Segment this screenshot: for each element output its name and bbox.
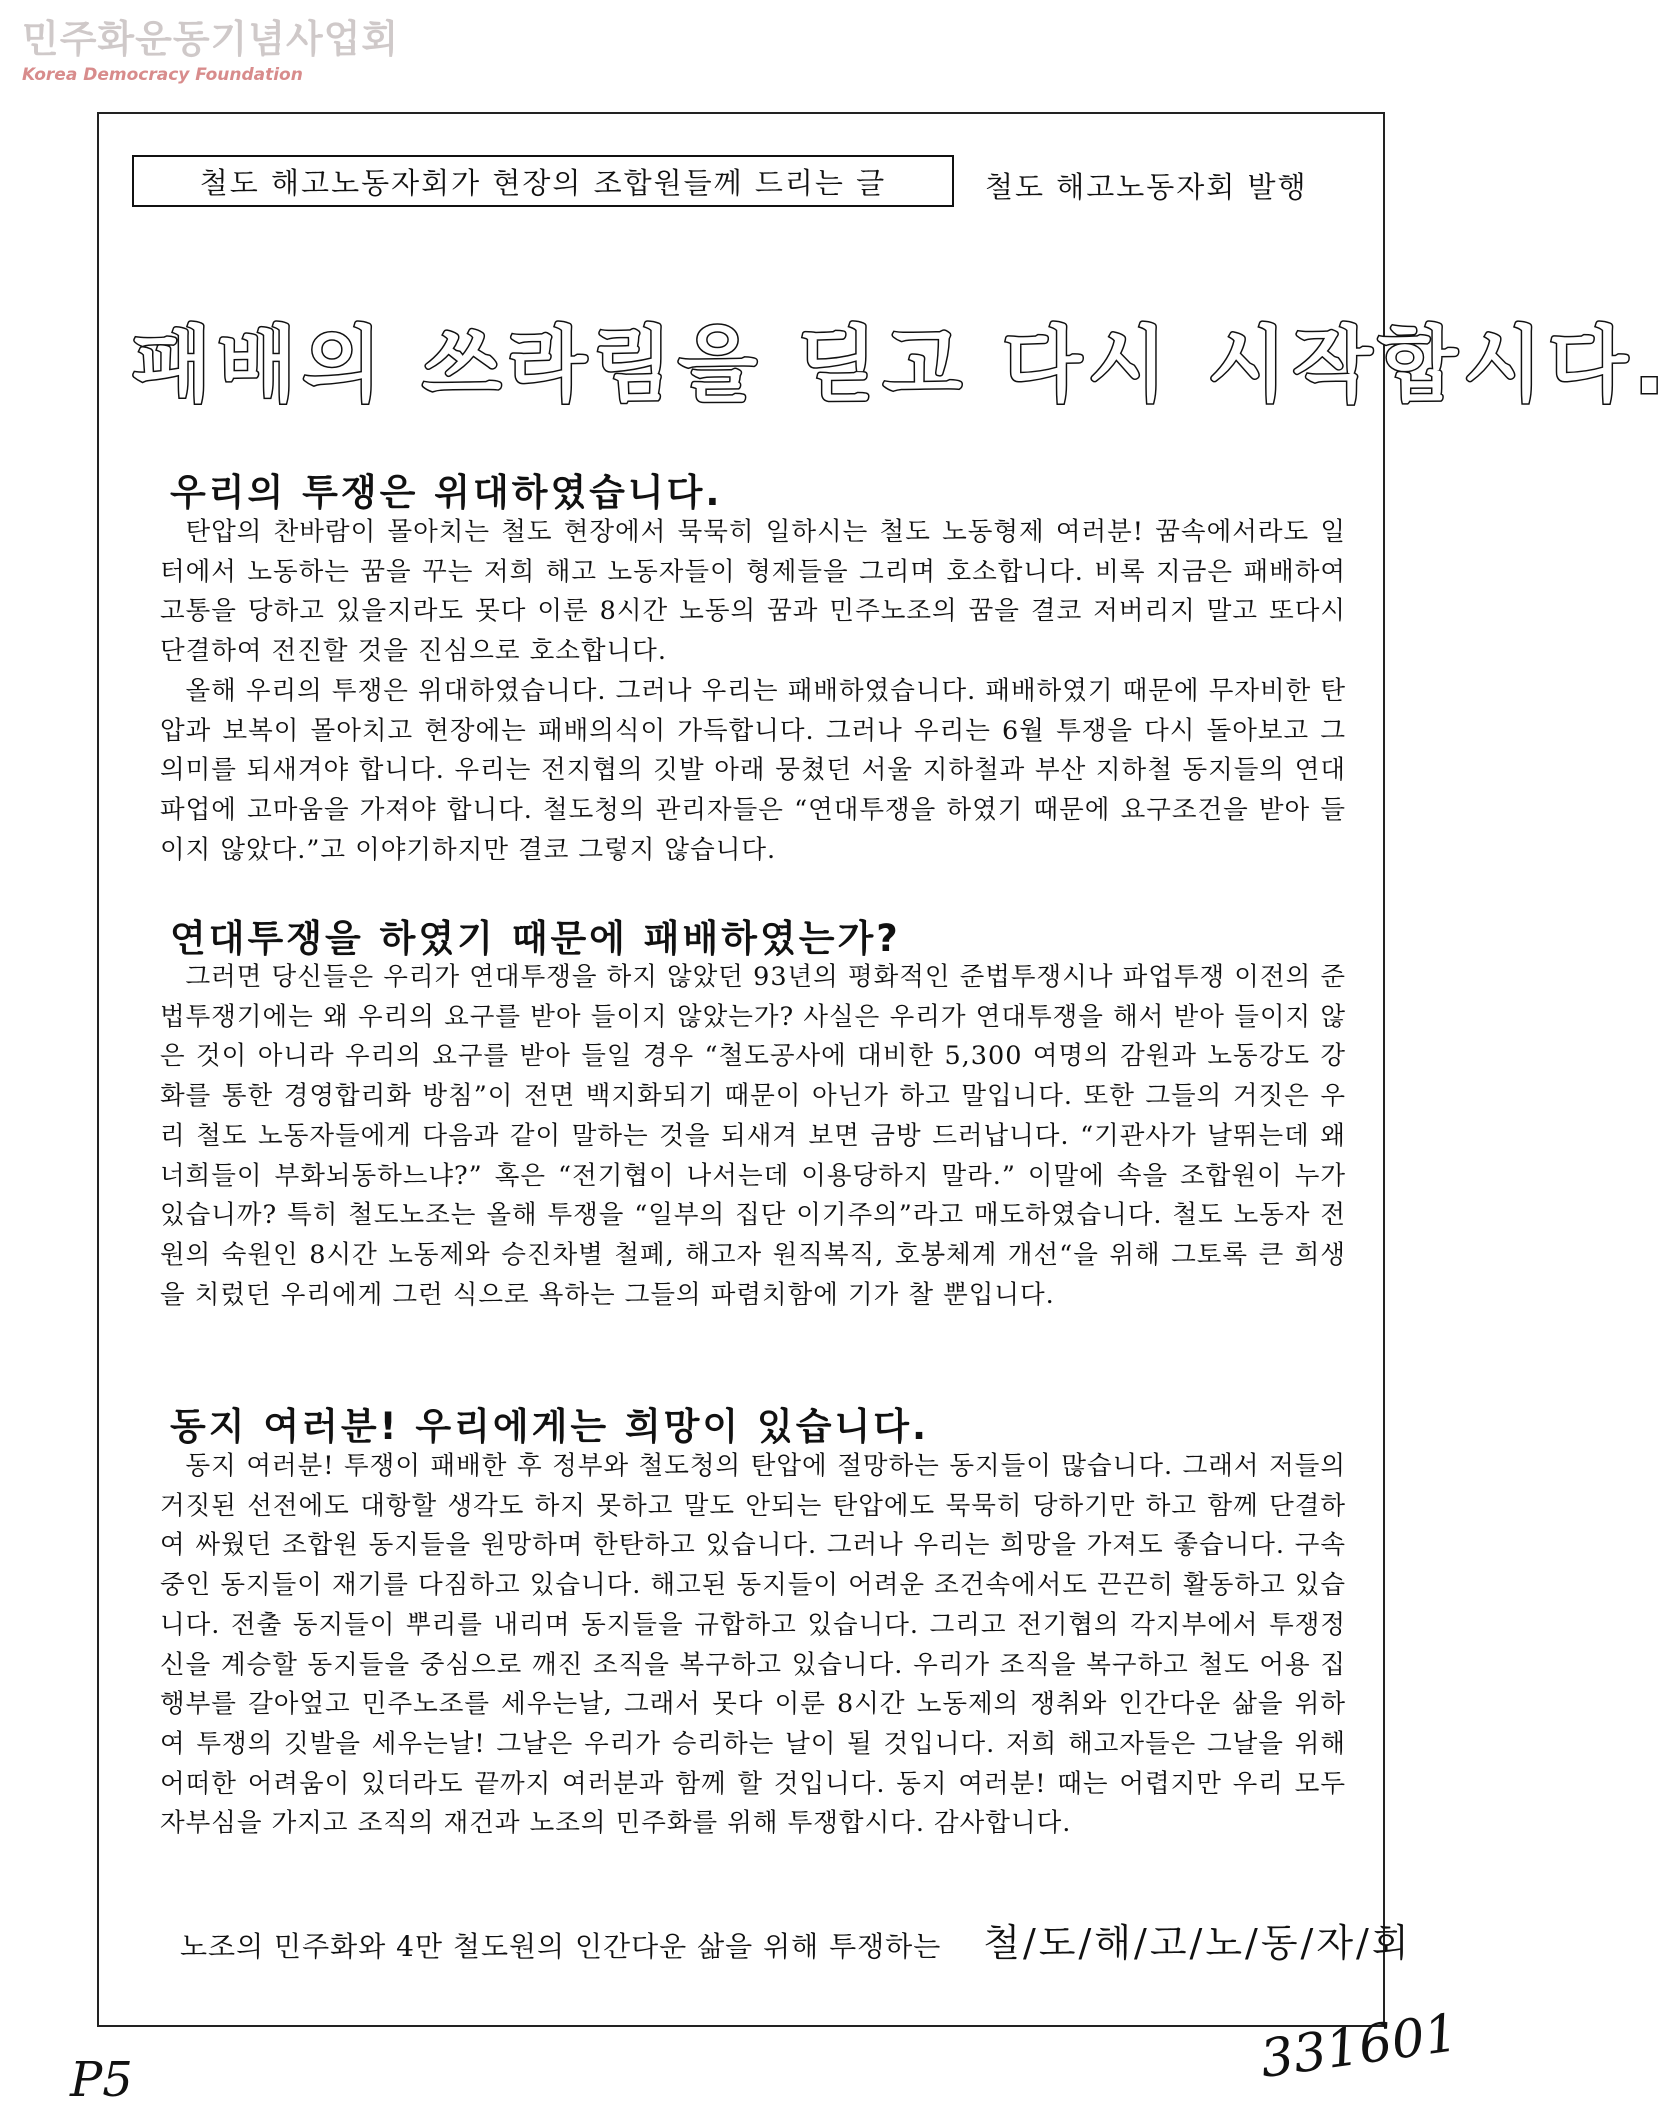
closing-organization: 철/도/해/고/노/동/자/회 [983,1921,1412,1965]
section-title-3: 동지 여러분! 우리에게는 희망이 있습니다. [170,1405,930,1448]
closing-slogan: 노조의 민주화와 4만 철도원의 인간다운 삶을 위해 투쟁하는 [180,1930,942,1963]
section-2-paragraph-1: 그러면 당신들은 우리가 연대투쟁을 하지 않았던 93년의 평화적인 준법투쟁시나 파업투쟁 이전의 준법투쟁기에는 왜 우리의 요구를 받아 들이지 않았는가? 사실은 우리가 연대투쟁을 해서 받아 들이지 않은 것이 아니라 우리의 요구를 받아 들일 경우 “철도공사에 대비한 5,300 여명의 감원과 노동강도 강화를 통한 경영합리화 방침”이 전면 백지화되기 때문이 아닌가 하고 말입니다. 또한 그들의 거짓은 우리 철도 노동자들에게 다음과 같이 말하는 것을 되새겨 보면 금방 드러납니다. “기관사가 날뛰는데 왜 너희들이 부화뇌동하느냐?” 혹은 “전기협이 나서는데 이용당하지 말라.” 이말에 속을 조합원이 누가 있습니까? 특히 철도노조는 올해 투쟁을 “일부의 집단 이기주의”라고 매도하였습니다. 철도 노동자 전원의 숙원인 8시간 노동제와 승진차별 철폐, 해고자 원직복직, 호봉체계 개선“을 위해 그토록 큰 희생을 치렀던 우리에게 그런 식으로 욕하는 그들의 파렴치함에 기가 찰 뿐입니다. [160,962,1346,1310]
section-body-3 [160,1447,1346,1844]
header-title-box: 철도 해고노동자회가 현장의 조합원들께 드리는 글 [132,155,954,207]
section-3-paragraph-1: 동지 여러분! 투쟁이 패배한 후 정부와 철도청의 탄압에 절망하는 동지들이 많습니다. 그래서 저들의 거짓된 선전에도 대항할 생각도 하지 못하고 말도 안되는 탄압에도 묵묵히 당하기만 하고 함께 단결하여 싸웠던 조합원 동지들을 원망하며 한탄하고 있습니다. 그러나 우리는 희망을 가져도 좋습니다. 구속중인 동지들이 재기를 다짐하고 있습니다. 해고된 동지들이 어려운 조건속에서도 끈끈히 활동하고 있습니다. 전출 동지들이 뿌리를 내리며 동지들을 규합하고 있습니다. 그리고 전기협의 각지부에서 투쟁정신을 계승할 동지들을 중심으로 깨진 조직을 복구하고 있습니다. 우리가 조직을 복구하고 철도 어용 집행부를 갈아엎고 민주노조를 세우는날, 그래서 못다 이룬 8시간 노동제의 쟁취와 인간다운 삶을 위하여 투쟁의 깃발을 세우는날! 그날은 우리가 승리하는 날이 될 것입니다. 저희 해고자들은 그날을 위해 어떠한 어려움이 있더라도 끝까지 여러분과 함께 할 것입니다. 동지 여러분! 때는 어렵지만 우리 모두 자부심을 가지고 조직의 재건과 노조의 민주화를 위해 투쟁합시다. 감사합니다. [160,1451,1346,1839]
section-1-paragraph-2: 올해 우리의 투쟁은 위대하였습니다. 그러나 우리는 패배하였습니다. 패배하였기 때문에 무자비한 탄압과 보복이 몰아치고 현장에는 패배의식이 가득합니다. 그러나 우리는 6월 투쟁을 다시 돌아보고 그 의미를 되새겨야 합니다. 우리는 전지협의 깃발 아래 뭉쳤던 서울 지하철과 부산 지하철 동지들의 연대파업에 고마움을 가져야 합니다. 철도청의 관리자들은 “연대투쟁을 하였기 때문에 요구조건을 받아 들이지 않았다.”고 이야기하지만 결코 그렇지 않습니다. [160,675,1346,865]
section-title-2: 연대투쟁을 하였기 때문에 패배하였는가? [170,917,901,960]
watermark-korean: 민주화운동기념사업회 [22,17,400,61]
foundation-watermark [22,16,399,86]
section-1-paragraph-1: 탄압의 찬바람이 몰아치는 철도 현장에서 묵묵히 일하시는 철도 노동형제 여러분! 꿈속에서라도 일터에서 노동하는 꿈을 꾸는 저희 해고 노동자들이 형제들을 그리며 호소합니다. 비록 지금은 패배하여 고통을 당하고 있을지라도 못다 이룬 8시간 노동의 꿈과 민주노조의 꿈을 결코 저버리지 말고 또다시 단결하여 전진할 것을 진심으로 호소합니다. [160,517,1346,667]
section-body-1 [160,513,1346,870]
section-title-1: 우리의 투쟁은 위대하였습니다. [170,471,723,514]
watermark-english: Korea Democracy Foundation [22,65,303,85]
main-headline: 패배의 쓰라림을 딛고 다시 시작합시다. [132,318,1671,413]
publisher-line: 철도 해고노동자회 발행 [985,170,1308,204]
handwritten-archive-number: 331601 [1256,2002,1462,2090]
handwritten-page-mark: P5 [70,2052,133,2108]
closing-signature [180,1912,1412,1967]
section-body-2 [160,958,1346,1315]
